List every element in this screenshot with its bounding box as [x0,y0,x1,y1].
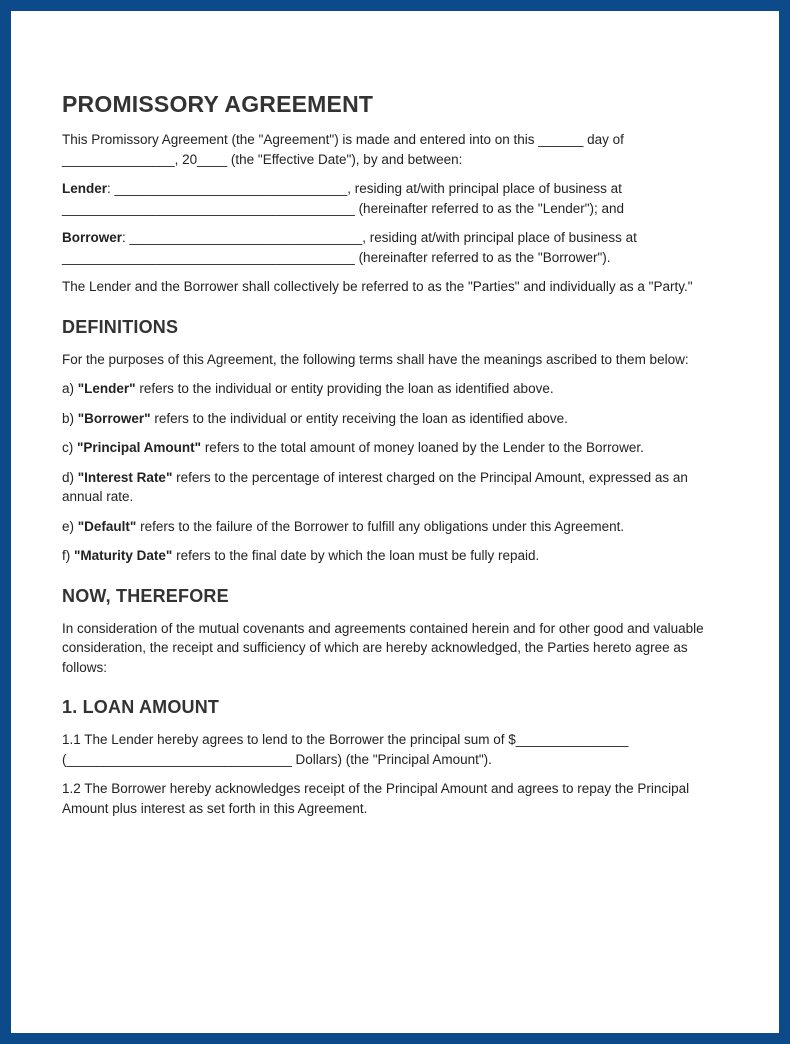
definition-text: refers to the failure of the Borrower to fulfill any obligations under this Agreement. [136,518,625,534]
definition-text: refers to the total amount of money loaned by the Lender to the Borrower. [201,440,644,455]
definition-prefix: e) [62,518,78,534]
borrower-label: Borrower [62,230,123,245]
definition-item-default [62,517,723,537]
definition-text: refers to the individual or entity receiving the loan as identified above. [150,410,568,426]
definitions-heading: DEFINITIONS [62,316,179,337]
definition-text: refers to the final date by which the loan must be fully repaid. [172,548,540,563]
definition-term: "Interest Rate" [77,469,173,485]
lender-paragraph [62,179,723,218]
definition-item-interest-rate [62,468,723,507]
document-page [11,11,779,1033]
document-title: PROMISSORY AGREEMENT [62,91,374,117]
definition-term: "Borrower" [77,410,151,426]
definition-text: refers to the individual or entity providing the loan as identified above. [135,381,554,396]
therefore-paragraph: In consideration of the mutual covenants and agreements contained herein and for other good and valuable consideration, the receipt and sufficiency of which are hereby acknowledged, the Parties hereto agree as follows: [62,620,704,675]
clause-1-2: 1.2 The Borrower hereby acknowledges receipt of the Principal Amount and agrees to repay the Principal Amount plus interest as set forth in this Agreement. [62,781,690,816]
definition-term: "Maturity Date" [74,548,173,563]
definitions-intro: For the purposes of this Agreement, the following terms shall have the meanings ascribed to them below: [62,351,689,367]
definition-prefix: b) [62,410,78,426]
definition-item-maturity-date [62,546,723,566]
definition-prefix: d) [62,469,78,485]
definition-item-principal-amount [62,438,723,458]
definition-term: "Default" [77,518,137,534]
intro-paragraph: This Promissory Agreement (the "Agreement") is made and entered into on this ______ day of _______________, 20____ (the "Effective Date"), by and between: [62,132,624,167]
definition-prefix: f) [62,548,74,563]
parties-paragraph: The Lender and the Borrower shall collectively be referred to as the "Parties" and individually as a "Party." [62,279,693,294]
definition-prefix: a) [62,381,78,396]
definition-term: "Principal Amount" [77,440,202,455]
lender-text: : _______________________________, residing at/with principal place of business at _______________________________________ (hereinafter referred to as the "Lender"); and [62,181,625,216]
definition-text: refers to the percentage of interest charged on the Principal Amount, expressed as an annual rate. [62,469,688,504]
definition-prefix: c) [62,440,77,455]
loan-amount-heading: 1. LOAN AMOUNT [62,697,220,717]
clause-1-1: 1.1 The Lender hereby agrees to lend to the Borrower the principal sum of $_______________ (______________________________ Dollars) (the "Principal Amount"). [62,732,629,767]
therefore-heading: NOW, THEREFORE [62,585,229,606]
borrower-text: : _______________________________, residing at/with principal place of business at _______________________________________ (hereinafter referred to as the "Borrower"). [62,230,637,265]
definition-item-borrower [62,409,723,429]
borrower-paragraph [62,228,723,267]
lender-label: Lender [62,181,108,196]
definition-item-lender [62,379,723,399]
definition-term: "Lender" [77,381,136,396]
